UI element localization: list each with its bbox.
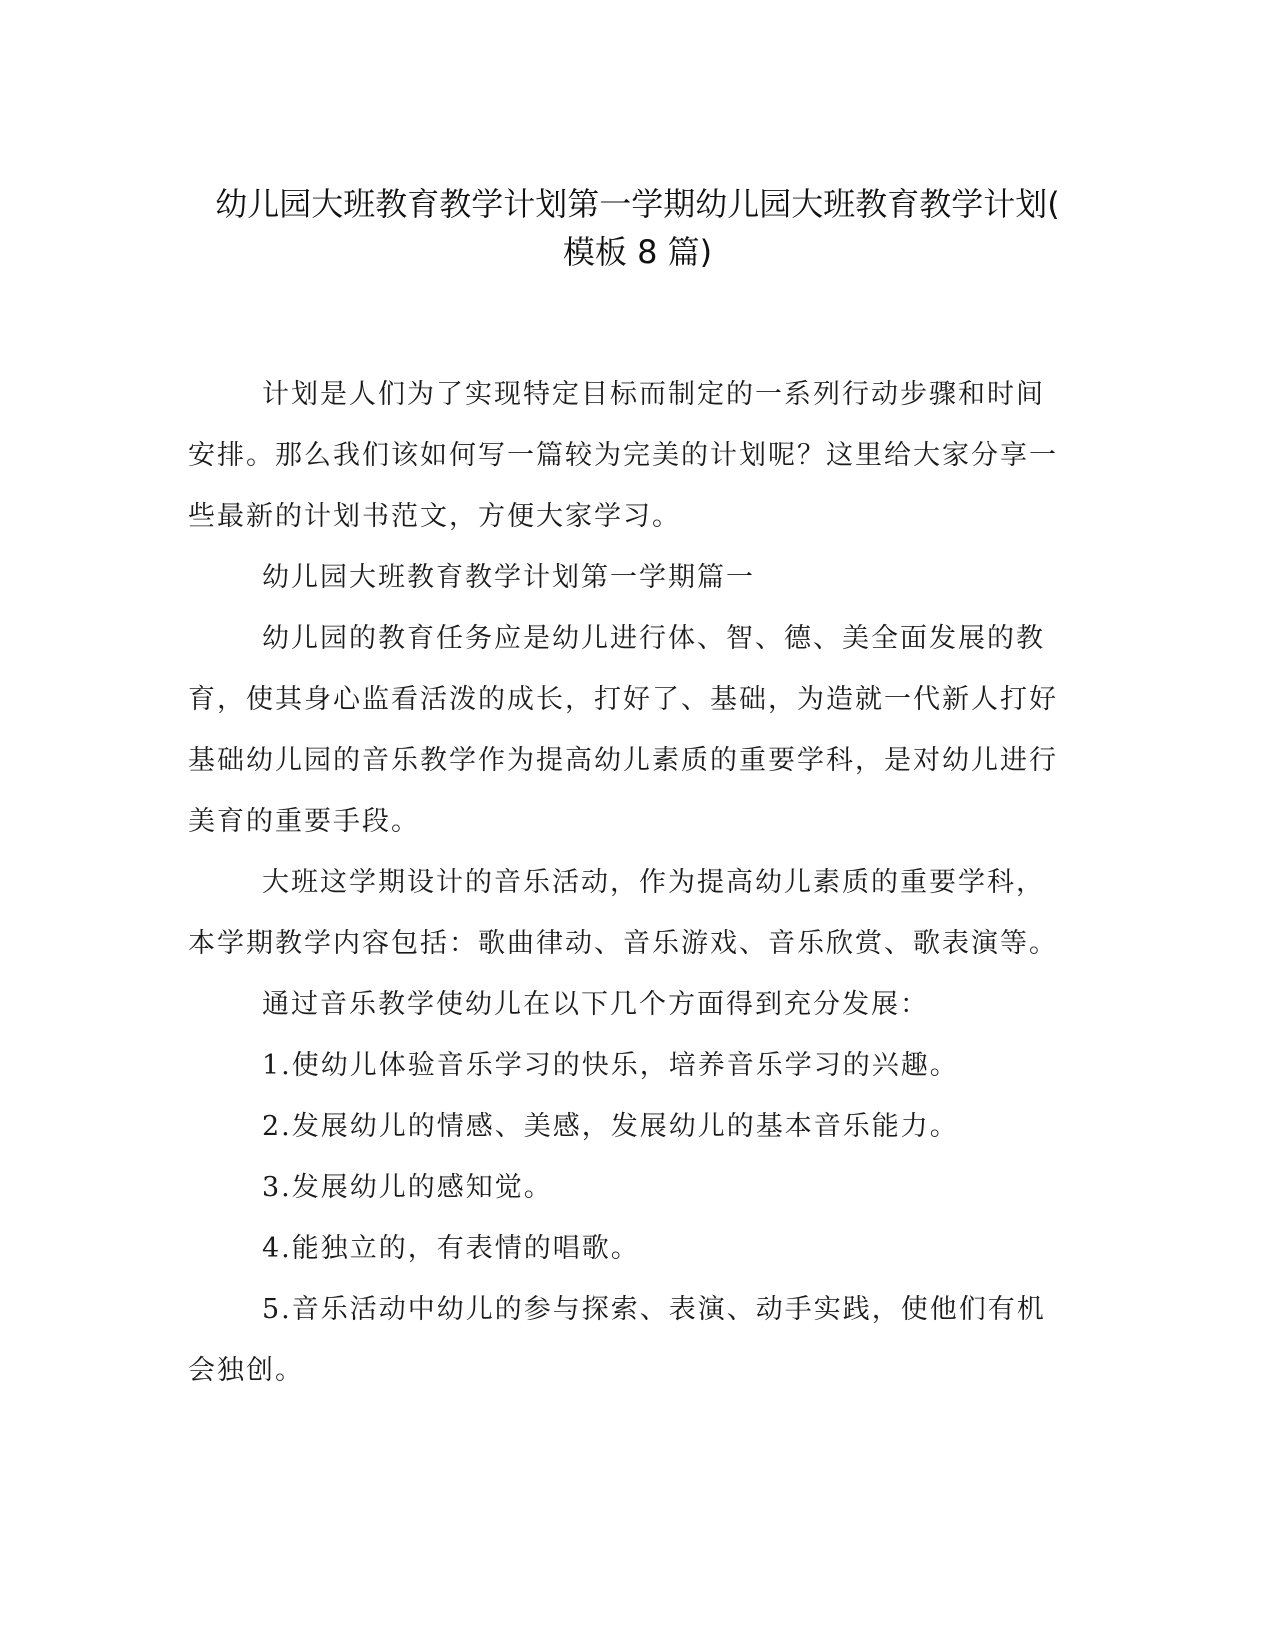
list-item: 3.发展幼儿的感知觉。 [262,1172,553,1203]
list-item: 2.发展幼儿的情感、美感，发展幼儿的基本音乐能力。 [262,1111,959,1142]
title-line-1: 幼儿园大班教育教学计划第一学期幼儿园大班教育教学计划( [215,185,1060,223]
section-heading: 幼儿园大班教育教学计划第一学期篇一 [262,562,755,593]
list-item: 4.能独立的，有表情的唱歌。 [262,1233,640,1264]
body-paragraph: 幼儿园的教育任务应是幼儿进行体、智、德、美全面发展的教育，使其身心监看活泼的成长，打好了、基础，为造就一代新人打好基础幼儿园的音乐教学作为提高幼儿素质的重要学科，是对幼儿进行美育的重要手段。 [188,623,1058,837]
list-item: 5.音乐活动中幼儿的参与探索、表演、动手实践，使他们有机会独创。 [188,1294,1046,1386]
list-item: 1.使幼儿体验音乐学习的快乐，培养音乐学习的兴趣。 [262,1050,959,1081]
intro-paragraph: 计划是人们为了实现特定目标而制定的一系列行动步骤和时间安排。那么我们该如何写一篇较为完美的计划呢？这里给大家分享一些最新的计划书范文，方便大家学习。 [188,379,1058,532]
body-paragraph: 通过音乐教学使幼儿在以下几个方面得到充分发展： [262,989,929,1020]
title-line-2: 模板 8 篇) [562,233,713,271]
body-paragraph: 大班这学期设计的音乐活动，作为提高幼儿素质的重要学科，本学期教学内容包括：歌曲律动、音乐游戏、音乐欣赏、歌表演等。 [188,867,1058,959]
document-body [188,364,1068,1401]
document-title [170,180,1105,276]
